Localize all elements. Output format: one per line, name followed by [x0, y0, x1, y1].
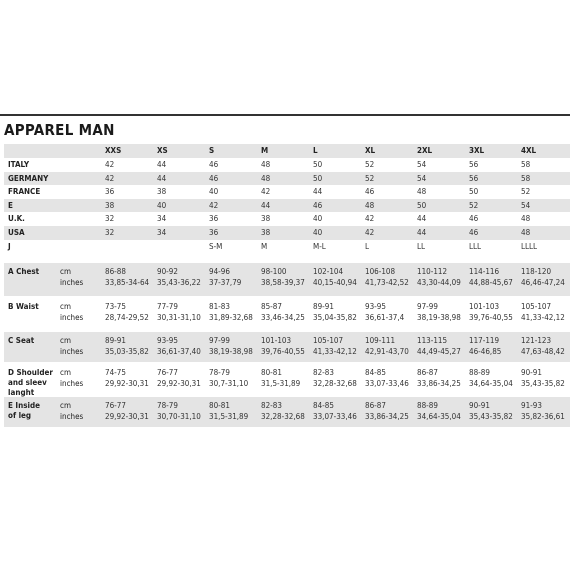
cm-value: 102-104 — [313, 267, 344, 276]
size-value: LL — [417, 241, 426, 251]
size-value: 46 — [469, 228, 479, 237]
cm-value: 78-79 — [157, 401, 178, 410]
size-value: 46 — [313, 200, 323, 210]
row-label: GERMANY — [8, 173, 49, 183]
size-value: 52 — [521, 187, 531, 197]
inch-value: 41,33-42,12 — [521, 313, 565, 322]
unit-inches: inches — [60, 347, 84, 356]
inch-value: 38,19-38,98 — [417, 313, 461, 322]
size-value: 48 — [261, 160, 271, 169]
inch-value: 35,43-36,22 — [157, 278, 201, 287]
inch-value: 31,5-31,89 — [261, 379, 301, 388]
cm-value: 98-100 — [261, 267, 287, 276]
size-value: 54 — [417, 160, 427, 169]
size-value: S-M — [209, 241, 223, 251]
size-row — [4, 158, 570, 172]
size-value: 42 — [365, 214, 375, 224]
inch-value: 29,92-30,31 — [105, 379, 149, 388]
measure-label: langht — [8, 388, 35, 397]
size-value: 56 — [469, 160, 479, 169]
inch-value: 37-37,79 — [209, 278, 242, 287]
size-value: 52 — [365, 173, 375, 183]
column-header: M — [261, 146, 269, 155]
measure-label: C Seat — [8, 336, 35, 345]
measure-group — [4, 263, 570, 296]
cm-value: 86-87 — [417, 368, 438, 377]
cm-value: 84-85 — [365, 368, 386, 377]
size-value: 40 — [313, 228, 323, 237]
inch-value: 38,58-39,37 — [261, 278, 305, 287]
inch-value: 41,73-42,52 — [365, 278, 409, 287]
cm-value: 82-83 — [261, 401, 282, 410]
inch-value: 44,88-45,67 — [469, 278, 513, 287]
inch-value: 31,89-32,68 — [209, 313, 253, 322]
cm-value: 80-81 — [261, 368, 282, 377]
size-value: 44 — [417, 228, 427, 237]
inch-value: 35,43-35,82 — [521, 379, 565, 388]
measure-group — [4, 397, 570, 427]
cm-value: 78-79 — [209, 368, 230, 377]
inch-value: 46-46,85 — [469, 347, 502, 356]
inch-value: 35,03-35,82 — [105, 347, 149, 356]
row-label: FRANCE — [8, 187, 41, 197]
size-value: 44 — [261, 200, 271, 210]
inch-value: 33,86-34,25 — [417, 379, 461, 388]
unit-inches: inches — [60, 278, 84, 287]
cm-value: 90-92 — [157, 267, 178, 276]
cm-value: 82-83 — [313, 368, 334, 377]
size-row — [4, 212, 570, 226]
cm-value: 105-107 — [521, 302, 552, 311]
cm-value: 89-91 — [105, 336, 126, 345]
size-value: 42 — [209, 200, 219, 210]
unit-cm: cm — [60, 336, 71, 345]
row-label: E — [8, 200, 13, 210]
cm-value: 90-91 — [521, 368, 542, 377]
header-row — [4, 144, 570, 158]
size-row — [4, 240, 570, 254]
size-value: 38 — [261, 214, 271, 224]
cm-value: 88-89 — [469, 368, 490, 377]
size-value: 50 — [417, 200, 427, 210]
measure-label: of leg — [8, 411, 32, 420]
size-value: 38 — [157, 187, 167, 197]
measure-group — [4, 364, 570, 396]
unit-cm: cm — [60, 302, 71, 311]
size-value: M — [261, 241, 268, 251]
inch-value: 33,07-33,46 — [313, 412, 357, 421]
top-rule — [0, 114, 570, 116]
inch-value: 46,46-47,24 — [521, 278, 565, 287]
column-header: S — [209, 146, 215, 155]
size-row — [4, 185, 570, 199]
unit-inches: inches — [60, 379, 84, 388]
row-label: ITALY — [8, 160, 30, 169]
inch-value: 33,85-34-64 — [105, 278, 150, 287]
cm-value: 86-88 — [105, 267, 126, 276]
cm-value: 91-93 — [521, 401, 542, 410]
size-value: 48 — [365, 200, 375, 210]
size-value: 50 — [313, 160, 323, 169]
cm-value: 86-87 — [365, 401, 386, 410]
inch-value: 30,70-31,10 — [157, 412, 201, 421]
size-value: 52 — [365, 160, 375, 169]
cm-value: 94-96 — [209, 267, 230, 276]
size-value: 52 — [469, 200, 479, 210]
inch-value: 32,28-32,68 — [261, 412, 305, 421]
row-label: U.K. — [8, 214, 25, 224]
size-value: 38 — [105, 200, 115, 210]
cm-value: 106-108 — [365, 267, 396, 276]
inch-value: 36,61-37,4 — [365, 313, 405, 322]
cm-value: 110-112 — [417, 267, 448, 276]
size-value: 56 — [469, 173, 479, 183]
size-value: 32 — [105, 228, 115, 237]
cm-value: 101-103 — [469, 302, 500, 311]
column-header: L — [313, 146, 318, 155]
unit-cm: cm — [60, 368, 71, 377]
inch-value: 30,7-31,10 — [209, 379, 249, 388]
cm-value: 93-95 — [365, 302, 386, 311]
cm-value: 85-87 — [261, 302, 282, 311]
size-value: 36 — [105, 187, 115, 197]
column-header: 4XL — [521, 146, 537, 155]
size-value: 50 — [313, 173, 323, 183]
cm-value: 80-81 — [209, 401, 230, 410]
size-value: 46 — [209, 160, 219, 169]
inch-value: 33,86-34,25 — [365, 412, 409, 421]
unit-cm: cm — [60, 267, 71, 276]
size-value: 36 — [209, 214, 219, 224]
unit-cm: cm — [60, 401, 71, 410]
column-header: XXS — [105, 146, 122, 155]
inch-value: 29,92-30,31 — [157, 379, 201, 388]
inch-value: 40,15-40,94 — [313, 278, 357, 287]
inch-value: 28,74-29,52 — [105, 313, 149, 322]
size-value: LLLL — [521, 241, 538, 251]
measure-label: D Shoulder — [8, 368, 53, 377]
inch-value: 33,46-34,25 — [261, 313, 305, 322]
cm-value: 89-91 — [313, 302, 334, 311]
column-header: XS — [157, 146, 168, 155]
size-row — [4, 226, 570, 240]
inch-value: 33,07-33,46 — [365, 379, 409, 388]
size-value: 34 — [157, 228, 167, 237]
inch-value: 41,33-42,12 — [313, 347, 357, 356]
cm-value: 101-103 — [261, 336, 292, 345]
cm-value: 76-77 — [105, 401, 126, 410]
size-value: 44 — [417, 214, 427, 224]
cm-value: 90-91 — [469, 401, 490, 410]
cm-value: 114-116 — [469, 267, 500, 276]
unit-inches: inches — [60, 412, 84, 421]
row-label: USA — [8, 228, 25, 237]
cm-value: 97-99 — [209, 336, 230, 345]
page-title: APPAREL MAN — [4, 121, 115, 139]
column-header: 3XL — [469, 146, 485, 155]
inch-value: 47,63-48,42 — [521, 347, 565, 356]
size-value: 46 — [365, 187, 375, 197]
inch-value: 35,04-35,82 — [313, 313, 357, 322]
size-value: 58 — [521, 173, 531, 183]
size-value: 42 — [261, 187, 271, 197]
inch-value: 34,64-35,04 — [469, 379, 513, 388]
size-value: 58 — [521, 160, 531, 169]
size-value: LLL — [469, 241, 482, 251]
size-value: M-L — [313, 241, 326, 251]
inch-value: 35,43-35,82 — [469, 412, 513, 421]
size-value: 44 — [157, 160, 167, 169]
inch-value: 44,49-45,27 — [417, 347, 461, 356]
cm-value: 118-120 — [521, 267, 552, 276]
cm-value: 76-77 — [157, 368, 178, 377]
size-value: 40 — [209, 187, 219, 197]
inch-value: 32,28-32,68 — [313, 379, 357, 388]
size-value: L — [365, 241, 370, 251]
measure-label: and sleev — [8, 378, 47, 387]
inch-value: 31,5-31,89 — [209, 412, 249, 421]
cm-value: 121-123 — [521, 336, 552, 345]
size-value: 32 — [105, 214, 115, 224]
size-value: 54 — [521, 200, 531, 210]
size-value: 54 — [417, 173, 427, 183]
measure-label: A Chest — [8, 267, 40, 276]
cm-value: 84-85 — [313, 401, 334, 410]
inch-value: 36,61-37,40 — [157, 347, 201, 356]
size-value: 40 — [157, 200, 167, 210]
inch-value: 43,30-44,09 — [417, 278, 461, 287]
cm-value: 109-111 — [365, 336, 396, 345]
cm-value: 97-99 — [417, 302, 438, 311]
size-value: 44 — [313, 187, 323, 197]
measure-label: B Waist — [8, 302, 39, 311]
inch-value: 35,82-36,61 — [521, 412, 565, 421]
inch-value: 38,19-38,98 — [209, 347, 253, 356]
size-value: 38 — [261, 228, 271, 237]
size-value: 42 — [105, 160, 115, 169]
measure-label: E Inside — [8, 401, 41, 410]
size-value: 40 — [313, 214, 323, 224]
cm-value: 117-119 — [469, 336, 500, 345]
inch-value: 30,31-31,10 — [157, 313, 201, 322]
cm-value: 113-115 — [417, 336, 448, 345]
cm-value: 73-75 — [105, 302, 126, 311]
size-value: 34 — [157, 214, 167, 224]
size-value: 42 — [105, 173, 115, 183]
size-value: 48 — [417, 187, 427, 197]
size-value: 36 — [209, 228, 219, 237]
size-value: 48 — [521, 214, 531, 224]
size-value: 42 — [365, 228, 375, 237]
inch-value: 39,76-40,55 — [469, 313, 513, 322]
size-value: 44 — [157, 173, 167, 183]
size-value: 48 — [261, 173, 271, 183]
cm-value: 93-95 — [157, 336, 178, 345]
cm-value: 74-75 — [105, 368, 126, 377]
column-header: 2XL — [417, 146, 433, 155]
inch-value: 39,76-40,55 — [261, 347, 305, 356]
size-row — [4, 199, 570, 213]
column-header: XL — [365, 146, 376, 155]
row-label: J — [8, 241, 11, 251]
size-value: 46 — [469, 214, 479, 224]
cm-value: 105-107 — [313, 336, 344, 345]
unit-inches: inches — [60, 313, 84, 322]
size-value: 48 — [521, 228, 531, 237]
inch-value: 34,64-35,04 — [417, 412, 461, 421]
size-value: 50 — [469, 187, 479, 197]
cm-value: 88-89 — [417, 401, 438, 410]
size-row — [4, 172, 570, 186]
inch-value: 42,91-43,70 — [365, 347, 409, 356]
inch-value: 29,92-30,31 — [105, 412, 149, 421]
measure-group — [4, 332, 570, 362]
size-value: 46 — [209, 173, 219, 183]
measure-group — [4, 298, 570, 330]
cm-value: 77-79 — [157, 302, 178, 311]
cm-value: 81-83 — [209, 302, 230, 311]
